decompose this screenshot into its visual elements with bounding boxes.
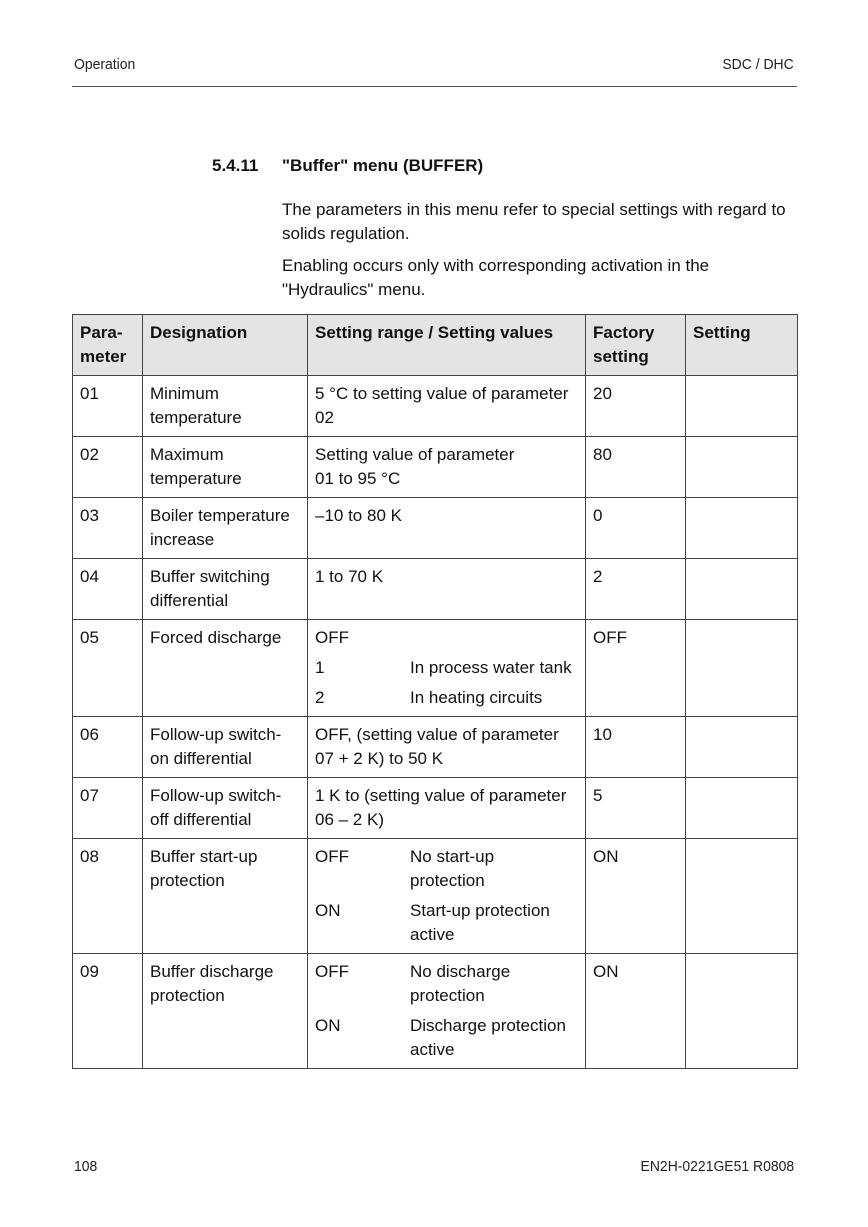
- setting-range: OFF, (setting value of parameter 07 + 2 K) to 50 K: [308, 717, 586, 778]
- user-setting: [686, 437, 798, 498]
- option-value: [410, 626, 578, 650]
- parameter-number: 07: [73, 778, 143, 839]
- factory-setting: ON: [586, 839, 686, 954]
- option-key: ON: [315, 1016, 341, 1035]
- parameter-designation: Follow-up switch- on differential: [143, 717, 308, 778]
- table-row: [73, 559, 798, 620]
- parameter-number: 08: [73, 839, 143, 954]
- user-setting: [686, 620, 798, 717]
- setting-range: [308, 954, 586, 1069]
- factory-setting: ON: [586, 954, 686, 1069]
- header-parameter: [73, 315, 143, 376]
- setting-range: 1 to 70 K: [308, 559, 586, 620]
- user-setting: [686, 954, 798, 1069]
- parameter-designation: Follow-up switch- off differential: [143, 778, 308, 839]
- header-designation: Designation: [143, 315, 308, 376]
- document-code: EN2H-0221GE51 R0808: [640, 1158, 794, 1175]
- table-row: [73, 954, 798, 1069]
- user-setting: [686, 498, 798, 559]
- parameter-designation: Maximum temperature: [143, 437, 308, 498]
- user-setting: [686, 559, 798, 620]
- option-value: Discharge protection active: [410, 1016, 566, 1059]
- factory-setting: 2: [586, 559, 686, 620]
- option-row: [315, 1014, 578, 1062]
- setting-range: Setting value of parameter 01 to 95 °C: [308, 437, 586, 498]
- parameter-number: 03: [73, 498, 143, 559]
- page-number: 108: [74, 1158, 98, 1175]
- table-row: [73, 717, 798, 778]
- section-title: "Buffer" menu (BUFFER): [282, 156, 484, 175]
- table-row: [73, 839, 798, 954]
- parameter-number: 02: [73, 437, 143, 498]
- parameter-table: [72, 314, 798, 1069]
- table-row: [73, 437, 798, 498]
- table-row: [73, 620, 798, 717]
- enabling-paragraph: Enabling occurs only with corresponding activation in the "Hydraulics" menu.: [282, 256, 710, 299]
- table-header-row: [73, 315, 798, 376]
- parameter-designation: Buffer discharge protection: [143, 954, 308, 1069]
- option-row: [315, 960, 578, 1008]
- parameter-designation: Buffer start-up protection: [143, 839, 308, 954]
- option-key: OFF: [315, 962, 349, 981]
- user-setting: [686, 376, 798, 437]
- factory-setting: 0: [586, 498, 686, 559]
- user-setting: [686, 778, 798, 839]
- option-row: [315, 686, 578, 710]
- parameter-number: 09: [73, 954, 143, 1069]
- parameter-number: 05: [73, 620, 143, 717]
- parameter-number: 04: [73, 559, 143, 620]
- table-row: [73, 498, 798, 559]
- factory-setting: 10: [586, 717, 686, 778]
- option-key: OFF: [315, 847, 349, 866]
- option-value: In heating circuits: [410, 688, 543, 707]
- setting-range: 5 °C to setting value of parameter 02: [308, 376, 586, 437]
- parameter-designation: Forced discharge: [143, 620, 308, 717]
- option-value: No discharge protection: [410, 962, 511, 1005]
- parameter-designation: Buffer switching differential: [143, 559, 308, 620]
- setting-range: 1 K to (setting value of parameter 06 – 2 K): [308, 778, 586, 839]
- header-factory-setting: [586, 315, 686, 376]
- parameter-number: 01: [73, 376, 143, 437]
- option-value: Start-up protection active: [410, 901, 550, 944]
- table-row: [73, 376, 798, 437]
- setting-range: [308, 620, 586, 717]
- header-parameter-text: Para- meter: [80, 323, 127, 366]
- section-number: 5.4.11: [212, 156, 259, 175]
- factory-setting: OFF: [586, 620, 686, 717]
- option-row: [315, 656, 578, 680]
- table-row: [73, 778, 798, 839]
- header-setting: Setting: [686, 315, 798, 376]
- setting-range: [308, 839, 586, 954]
- intro-paragraph: The parameters in this menu refer to special settings with regard to solids regulation.: [282, 200, 786, 243]
- factory-setting: 80: [586, 437, 686, 498]
- option-row: [315, 626, 578, 650]
- user-setting: [686, 839, 798, 954]
- factory-setting: 5: [586, 778, 686, 839]
- parameter-number: 06: [73, 717, 143, 778]
- option-row: [315, 899, 578, 947]
- parameter-designation: Minimum temperature: [143, 376, 308, 437]
- parameter-designation: Boiler temperature increase: [143, 498, 308, 559]
- option-key: 2: [315, 688, 325, 707]
- option-row: [315, 845, 578, 893]
- option-key: 1: [315, 658, 325, 677]
- running-header-right: SDC / DHC: [722, 56, 794, 73]
- setting-range: –10 to 80 K: [308, 498, 586, 559]
- user-setting: [686, 717, 798, 778]
- option-value: No start-up protection: [410, 847, 495, 890]
- option-value: In process water tank: [410, 658, 572, 677]
- header-divider: [72, 86, 797, 87]
- factory-setting: 20: [586, 376, 686, 437]
- option-key: ON: [315, 901, 341, 920]
- header-factory-text: Factory setting: [593, 323, 655, 366]
- header-setting-range: Setting range / Setting values: [308, 315, 586, 376]
- option-key: OFF: [315, 628, 349, 647]
- running-header-left: Operation: [74, 56, 136, 73]
